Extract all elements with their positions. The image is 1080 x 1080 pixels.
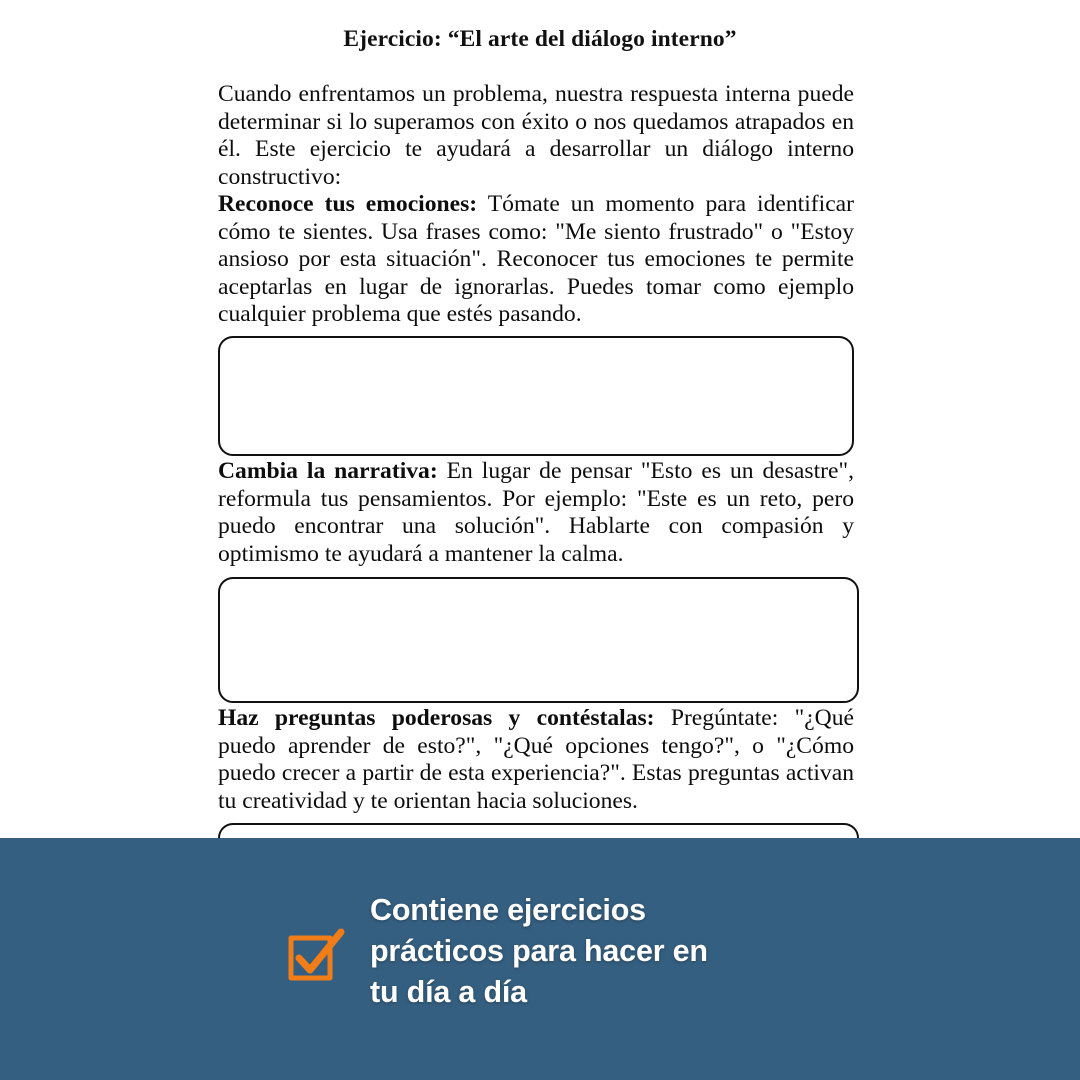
paragraph-haz-preguntas-poderosas (218, 705, 854, 815)
bottom-highlight-banner (0, 838, 1080, 1080)
paragraph-reconoce-tus-emociones (218, 191, 854, 329)
paragraph-intro (218, 81, 854, 191)
paragraph-body-cambia: En lugar de pensar "Esto es un desastre", reformula tus pensamientos. Por ejemplo: "Este es un reto, pero puedo encontrar una solución". Hablarte con compasión y optimismo te ayudará a mantener la calma. (218, 458, 855, 567)
paragraph-body-reconoce: Tómate un momento para identificar cómo te sientes. Usa frases como: "Me siento frustrado" o "Estoy ansioso por esta situación". Reconocer tus emociones te permite aceptarlas en lugar de ignorarlas. Puedes tomar como ejemplo cualquier problema que estés pasando. (218, 191, 855, 328)
paragraph-lead-reconoce: Reconoce tus emociones: (218, 191, 478, 217)
banner-line-3: tu día a día (370, 975, 527, 1009)
paragraph-lead-cambia: Cambia la narrativa: (218, 458, 438, 484)
paragraph-body-preguntas: Pregúntate: "¿Qué puedo aprender de esto?", "¿Qué opciones tengo?", o "¿Cómo puedo crecer a partir de esta experiencia?". Estas preguntas activan tu creatividad y te orientan hacia soluciones. (218, 705, 854, 814)
banner-content (286, 890, 708, 1013)
banner-headline (370, 890, 708, 1013)
banner-line-2: prácticos para hacer en (370, 934, 708, 968)
answer-box-1[interactable] (218, 336, 854, 456)
page-title: Ejercicio: “El arte del diálogo interno” (343, 26, 737, 52)
paragraph-intro-text: Cuando enfrentamos un problema, nuestra respuesta interna puede determinar si lo superamos con éxito o nos quedamos atrapados en él. Este ejercicio te ayudará a desarrollar un diálogo interno constructivo: (218, 81, 854, 190)
paragraph-cambia-la-narrativa (218, 458, 854, 568)
answer-box-2[interactable] (218, 577, 859, 703)
checked-checkbox-icon (286, 928, 346, 988)
banner-line-1: Contiene ejercicios (370, 893, 646, 927)
paragraph-lead-preguntas: Haz preguntas poderosas y contéstalas: (218, 705, 655, 731)
